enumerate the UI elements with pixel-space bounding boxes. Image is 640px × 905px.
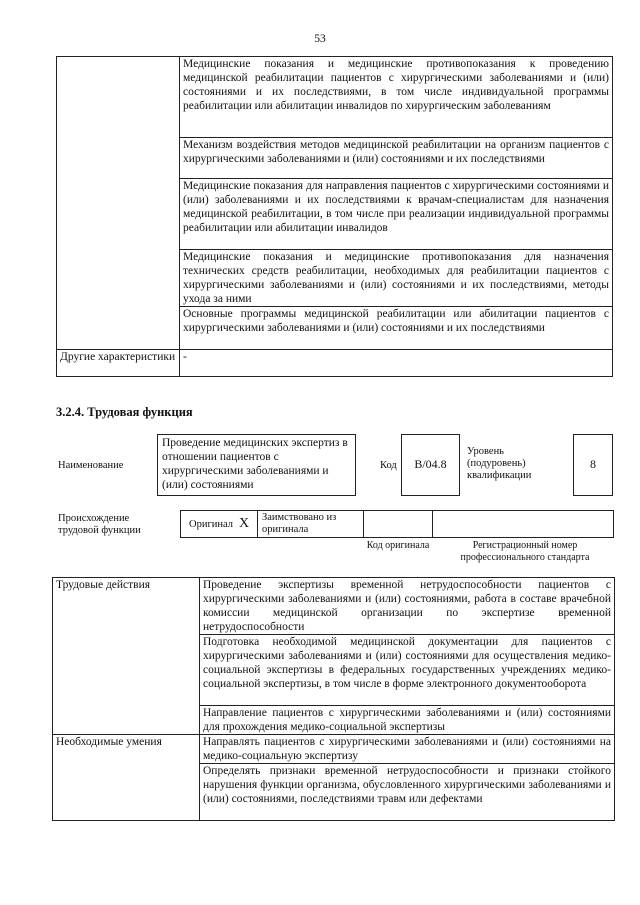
regnum-caption: Регистрационный номер профессионального стандарта: [460, 540, 590, 563]
labor-action-item: Подготовка необходимой медицинской документации для пациентов с хирургическими заболеваниями и (или) состояниями для осуществления медико-социальной экспертизы в федеральных государственных учреждениях медико-социальной экспертизы, в том числе в форме электронного документооборота: [200, 635, 615, 706]
table-row: [53, 578, 615, 635]
function-name-box: Проведение медицинских экспертиз в отношении пациентов с хирургическими заболеваниями и (или) состояниями: [157, 434, 356, 496]
table-row: [57, 57, 613, 138]
page-number: 53: [314, 33, 326, 45]
original-label: Оригинал: [189, 519, 233, 530]
skills-label: Необходимые умения: [53, 735, 200, 821]
table-row: [57, 350, 613, 377]
name-label: Наименование: [58, 460, 124, 471]
original-mark: X: [239, 516, 250, 531]
knowledge-item: Медицинские показания и медицинские противопоказания для назначения технических средств реабилитации, необходимых для реабилитации пациентов с хирургическими заболеваниями и (или) состояниями и их последствиями, методы ухода за ними: [180, 250, 613, 307]
knowledge-item: Медицинские показания для направления пациентов с хирургическими состояниями и (или) заболеваниями и их последствиями к врачам-специалистам для назначения медицинской реабилитации, в том числе при реализации индивидуальной программы реабилитации или абилитации инвалидов: [180, 179, 613, 250]
code-caption: Код оригинала: [366, 540, 430, 551]
skill-item: Направлять пациентов с хирургическими заболеваниями и (или) состояниями на медико-социальную экспертизу: [200, 735, 615, 764]
original-code-cell: [363, 510, 433, 538]
level-box: 8: [573, 434, 613, 496]
empty-label-cell: [57, 57, 180, 350]
labor-action-item: Направление пациентов с хирургическими заболеваниями и (или) состояниями для прохождения медико-социальной экспертизы: [200, 706, 615, 735]
labor-function-table: [52, 577, 615, 821]
original-cell: [180, 510, 258, 538]
table-row: [53, 735, 615, 764]
knowledge-item: Медицинские показания и медицинские противопоказания к проведению медицинской реабилитации пациентов с хирургическими заболеваниями и (или) состояниями и их последствиями, в том числе индивидуальной программы реабилитации или абилитации инвалидов по хирургическим заболеваниям: [180, 57, 613, 138]
knowledge-table: [56, 56, 613, 377]
code-label: Код: [380, 460, 397, 471]
knowledge-item: Основные программы медицинской реабилитации или абилитации пациентов с хирургическими заболеваниями и (или) состояниями и их последствиями: [180, 307, 613, 350]
section-title: 3.2.4. Трудовая функция: [56, 405, 193, 419]
origin-label: Происхождение трудовой функции: [58, 513, 141, 536]
code-box: B/04.8: [401, 434, 460, 496]
labor-action-item: Проведение экспертизы временной нетрудоспособности пациентов с хирургическими заболеваниями и (или) состояниями, работа в составе врачебной комиссии медицинской организации по экспертизе временной нетрудоспособности: [200, 578, 615, 635]
other-characteristics-label: Другие характеристики: [57, 350, 180, 377]
other-characteristics-value: -: [180, 350, 613, 377]
borrowed-label: Заимствовано из оригинала: [262, 512, 337, 535]
level-label: Уровень (подуровень) квалификации: [467, 446, 532, 481]
registration-number-cell: [432, 510, 614, 538]
labor-actions-label: Трудовые действия: [53, 578, 200, 735]
borrowed-cell: [257, 510, 364, 538]
skill-item: Определять признаки временной нетрудоспособности и признаки стойкого нарушения функции организма, обусловленного хирургическими заболеваниями и (или) состояниями, последствиями травм или дефектами: [200, 764, 615, 821]
knowledge-item: Механизм воздействия методов медицинской реабилитации на организм пациентов с хирургическими заболеваниями и (или) состояниями и их последствиями: [180, 138, 613, 179]
